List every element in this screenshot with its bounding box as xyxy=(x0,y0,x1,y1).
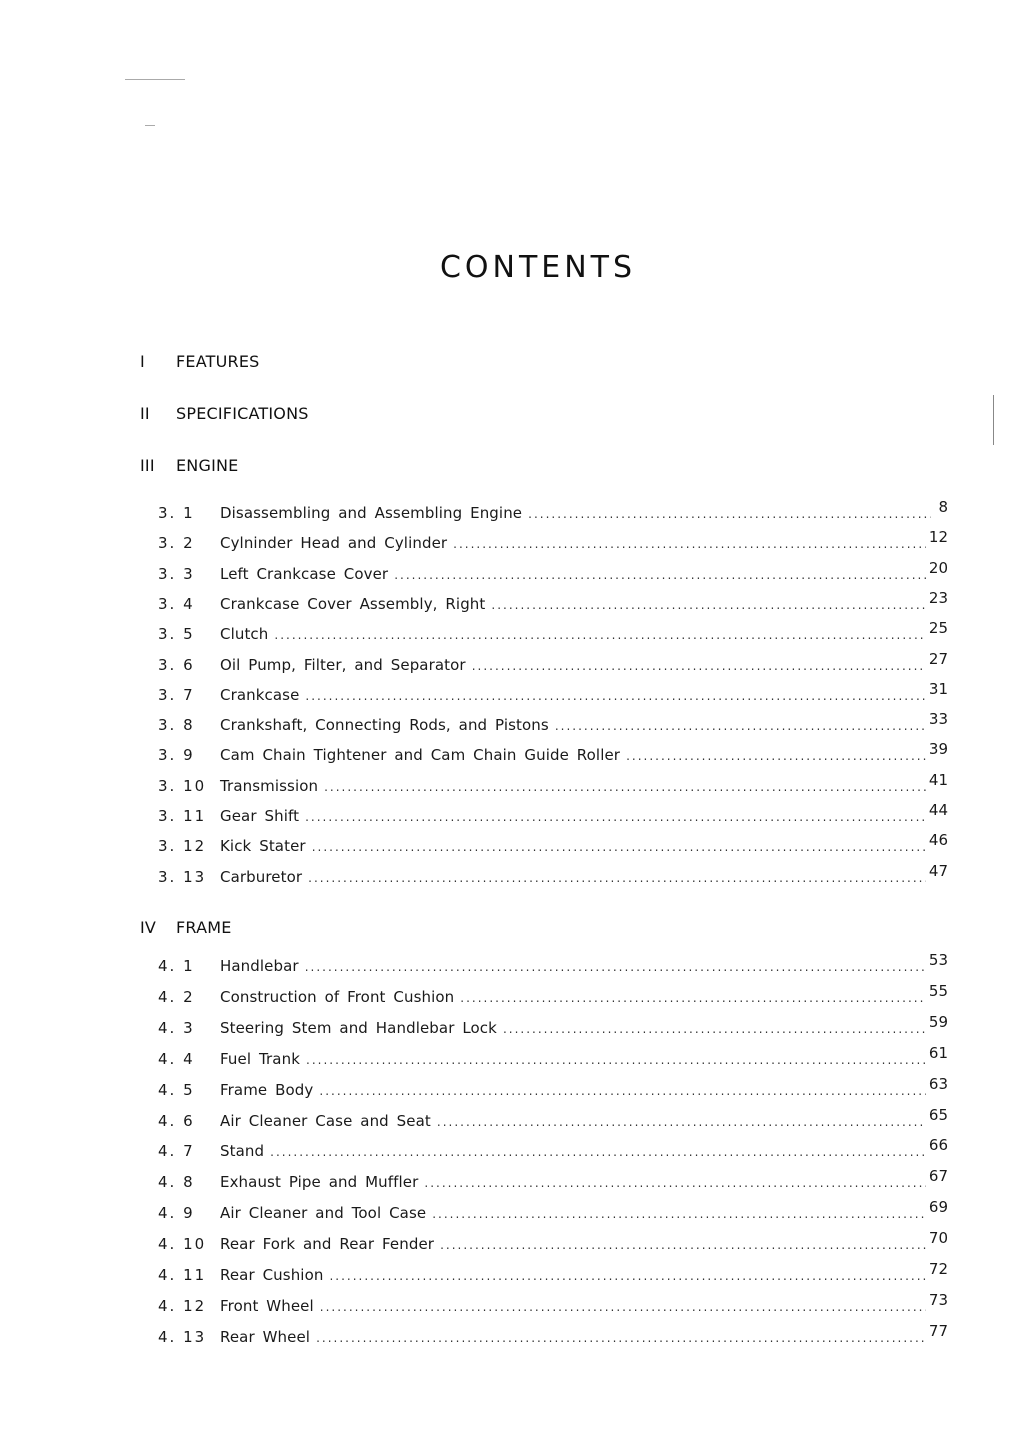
entry-title: Front Wheel xyxy=(220,1296,314,1315)
entry-number: 4. 4 xyxy=(158,1049,195,1068)
entry-number: 4. 7 xyxy=(158,1142,195,1161)
toc-entry xyxy=(158,588,948,617)
entry-title: Crankcase xyxy=(220,685,300,704)
entry-number: 3. 7 xyxy=(158,685,195,704)
entry-page-number: 12 xyxy=(928,528,948,547)
entry-page-number: 66 xyxy=(928,1136,948,1155)
section-number: IV xyxy=(140,918,157,937)
entry-title: Gear Shift xyxy=(220,807,300,825)
entry-number: 4. 12 xyxy=(158,1296,207,1315)
entry-page-number: 8 xyxy=(938,498,948,516)
dot-leader xyxy=(312,840,926,854)
entry-title: Construction of Front Cushion xyxy=(220,987,455,1006)
dot-leader xyxy=(453,537,926,551)
dot-leader xyxy=(306,1053,926,1067)
entry-title: Steering Stem and Handlebar Lock xyxy=(220,1018,497,1037)
page-title: CONTENTS xyxy=(439,250,637,285)
dot-leader xyxy=(316,1331,926,1345)
toc-entry xyxy=(158,528,948,556)
entry-title: Cylninder Head and Cylinder xyxy=(220,534,448,553)
dot-leader xyxy=(437,1115,926,1129)
entry-page-number: 47 xyxy=(928,861,948,880)
entry-title: Rear Cushion xyxy=(220,1266,324,1284)
entry-title: Cam Chain Tightener and Cam Chain Guide Roller xyxy=(220,746,621,765)
scan-mark xyxy=(993,395,994,445)
entry-title: Transmission xyxy=(220,776,319,795)
entry-page-number: 25 xyxy=(928,619,948,638)
entry-number: 3. 1 xyxy=(158,504,195,522)
scan-mark xyxy=(145,125,155,126)
entry-page-number: 70 xyxy=(928,1229,948,1248)
dot-leader xyxy=(472,659,926,673)
entry-number: 4. 3 xyxy=(158,1018,195,1037)
scan-mark xyxy=(125,79,185,80)
entry-page-number: 67 xyxy=(928,1167,948,1186)
dot-leader xyxy=(320,1300,926,1314)
toc-entry xyxy=(158,861,948,890)
entry-number: 4. 13 xyxy=(158,1327,207,1346)
toc-entry xyxy=(158,740,948,768)
toc-entry xyxy=(158,801,948,829)
dot-leader xyxy=(305,689,925,703)
entry-page-number: 61 xyxy=(928,1043,948,1062)
entry-title: Rear Fork and Rear Fender xyxy=(220,1235,435,1254)
dot-leader xyxy=(424,1176,926,1190)
entry-page-number: 55 xyxy=(928,981,948,1000)
entry-number: 3. 2 xyxy=(158,534,195,553)
entry-page-number: 23 xyxy=(928,588,948,607)
toc-entry xyxy=(158,951,948,979)
entry-title: Handlebar xyxy=(220,957,299,975)
entry-title: Air Cleaner Case and Seat xyxy=(220,1111,431,1130)
entry-number: 4. 10 xyxy=(158,1235,207,1254)
entry-title: Stand xyxy=(220,1142,265,1161)
dot-leader xyxy=(305,960,926,974)
dot-leader xyxy=(319,1084,926,1098)
dot-leader xyxy=(555,719,926,733)
entry-page-number: 72 xyxy=(928,1260,948,1278)
toc-entry xyxy=(158,679,948,708)
entry-page-number: 63 xyxy=(928,1074,948,1093)
dot-leader xyxy=(440,1238,926,1252)
entry-title: Rear Wheel xyxy=(220,1327,311,1346)
entry-number: 3. 5 xyxy=(158,625,195,644)
entry-number: 4. 2 xyxy=(158,987,195,1006)
dot-leader xyxy=(394,568,926,582)
section-label: FEATURES xyxy=(176,352,260,371)
entry-title: Air Cleaner and Tool Case xyxy=(220,1204,427,1223)
toc-entry xyxy=(158,1321,948,1350)
entry-page-number: 41 xyxy=(928,770,948,789)
dot-leader xyxy=(626,749,926,763)
entry-page-number: 65 xyxy=(928,1105,948,1124)
entry-page-number: 46 xyxy=(928,831,948,850)
section-label: SPECIFICATIONS xyxy=(176,404,309,423)
toc-entry xyxy=(158,619,948,647)
entry-page-number: 44 xyxy=(928,801,948,819)
dot-leader xyxy=(305,810,926,824)
dot-leader xyxy=(491,598,926,612)
toc-entry xyxy=(158,1198,948,1226)
section-features xyxy=(140,352,259,371)
dot-leader xyxy=(528,507,931,521)
dot-leader xyxy=(503,1022,926,1036)
entry-page-number: 59 xyxy=(928,1012,948,1031)
toc-entry xyxy=(158,1012,948,1041)
entry-number: 4. 1 xyxy=(158,957,195,975)
toc-entry xyxy=(158,1167,948,1195)
entry-page-number: 20 xyxy=(928,558,948,577)
entry-number: 3. 12 xyxy=(158,837,207,856)
entry-title: Exhaust Pipe and Muffler xyxy=(220,1173,419,1192)
section-label: ENGINE xyxy=(176,456,239,475)
entry-number: 3. 13 xyxy=(158,867,207,886)
entry-page-number: 33 xyxy=(928,710,948,729)
section-number: III xyxy=(140,456,155,475)
entry-title: Carburetor xyxy=(220,867,303,886)
entry-number: 3. 9 xyxy=(158,746,195,765)
toc-entry xyxy=(158,1074,948,1103)
section-engine xyxy=(140,456,238,475)
entry-page-number: 73 xyxy=(928,1290,948,1309)
toc-entry xyxy=(158,770,948,799)
entry-title: Disassembling and Assembling Engine xyxy=(220,504,523,522)
toc-entry xyxy=(158,710,948,738)
entry-title: Frame Body xyxy=(220,1080,314,1099)
toc-entry xyxy=(158,981,948,1010)
entry-title: Oil Pump, Filter, and Separator xyxy=(220,655,466,674)
entry-number: 4. 11 xyxy=(158,1266,207,1284)
entry-page-number: 69 xyxy=(928,1198,948,1217)
section-frame xyxy=(140,918,232,937)
toc-entry xyxy=(158,498,948,526)
entry-number: 4. 6 xyxy=(158,1111,195,1130)
dot-leader xyxy=(274,628,926,642)
entry-number: 3. 10 xyxy=(158,776,207,795)
entry-number: 4. 8 xyxy=(158,1173,195,1192)
dot-leader xyxy=(324,780,926,794)
entry-number: 4. 5 xyxy=(158,1080,195,1099)
toc-entry xyxy=(158,1043,948,1072)
toc-entry xyxy=(158,1136,948,1164)
toc-entry xyxy=(158,649,948,678)
dot-leader xyxy=(460,991,926,1005)
toc-entry xyxy=(158,1229,948,1257)
entry-number: 3. 4 xyxy=(158,594,195,613)
section-number: I xyxy=(140,352,145,371)
entry-number: 3. 6 xyxy=(158,655,195,674)
entry-title: Left Crankcase Cover xyxy=(220,564,389,583)
entry-title: Fuel Trank xyxy=(220,1049,300,1068)
toc-entry xyxy=(158,1260,948,1288)
entry-title: Crankcase Cover Assembly, Right xyxy=(220,594,486,613)
dot-leader xyxy=(270,1145,926,1159)
entry-page-number: 39 xyxy=(928,740,948,759)
entry-number: 3. 11 xyxy=(158,807,207,825)
entry-number: 4. 9 xyxy=(158,1204,195,1223)
section-label: FRAME xyxy=(176,918,232,937)
entry-number: 3. 3 xyxy=(158,564,195,583)
entry-title: Crankshaft, Connecting Rods, and Pistons xyxy=(220,716,549,735)
entry-page-number: 77 xyxy=(928,1321,948,1340)
toc-entry xyxy=(158,1290,948,1319)
entry-page-number: 31 xyxy=(928,679,948,698)
entry-title: Clutch xyxy=(220,625,269,644)
toc-entry xyxy=(158,831,948,859)
toc-entry xyxy=(158,558,948,587)
entry-page-number: 27 xyxy=(928,649,948,668)
dot-leader xyxy=(432,1207,926,1221)
dot-leader xyxy=(329,1269,925,1283)
section-number: II xyxy=(140,404,150,423)
entry-number: 3. 8 xyxy=(158,716,195,735)
entry-page-number: 53 xyxy=(928,951,948,969)
dot-leader xyxy=(308,871,926,885)
entry-title: Kick Stater xyxy=(220,837,306,856)
toc-entry xyxy=(158,1105,948,1134)
section-specifications xyxy=(140,404,309,423)
